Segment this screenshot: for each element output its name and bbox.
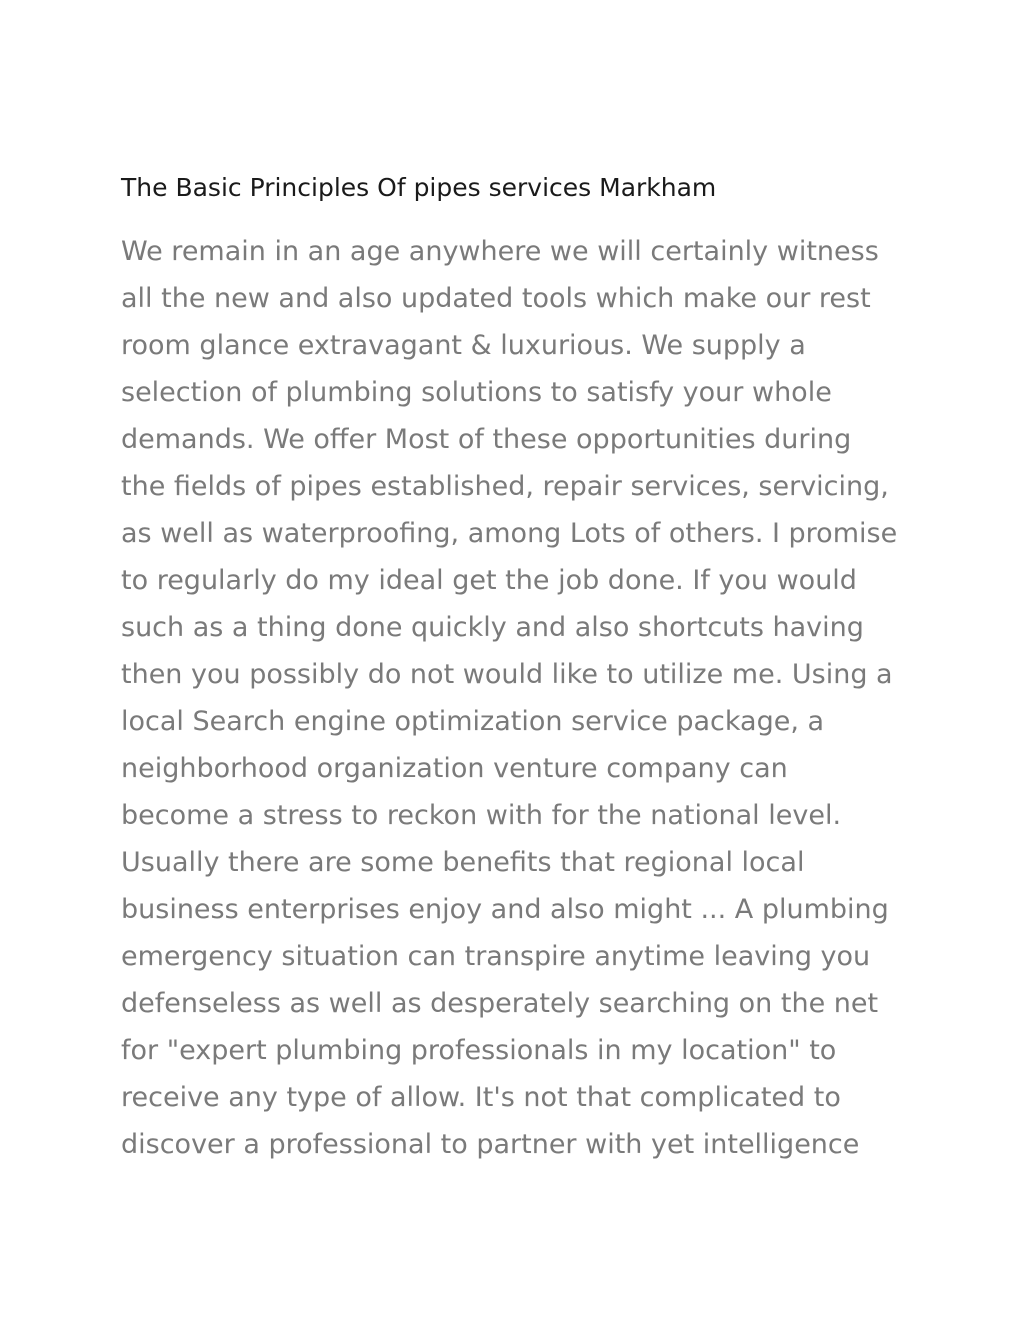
- body-text-line: local Search engine optimization service package, a: [121, 706, 825, 737]
- body-text-line: the fields of pipes established, repair services, servicing,: [121, 471, 889, 502]
- document-title: The Basic Principles Of pipes services Markham: [121, 173, 717, 202]
- body-text-line: then you possibly do not would like to utilize me. Using a: [121, 659, 893, 690]
- body-text-line: We remain in an age anywhere we will certainly witness: [121, 236, 879, 267]
- body-text-line: all the new and also updated tools which make our rest: [121, 283, 871, 314]
- document-body: [121, 228, 897, 1168]
- body-text-line: discover a professional to partner with yet intelligence: [121, 1129, 860, 1160]
- body-text-line: for "expert plumbing professionals in my location" to: [121, 1035, 837, 1066]
- body-text-line: business enterprises enjoy and also might ... A plumbing: [121, 894, 889, 925]
- body-text-line: to regularly do my ideal get the job done. If you would: [121, 565, 857, 596]
- body-text-line: such as a thing done quickly and also shortcuts having: [121, 612, 864, 643]
- body-text-line: room glance extravagant & luxurious. We supply a: [121, 330, 806, 361]
- body-text-line: Usually there are some benefits that regional local: [121, 847, 805, 878]
- body-text-line: selection of plumbing solutions to satisfy your whole: [121, 377, 832, 408]
- body-text-line: as well as waterproofing, among Lots of others. I promise: [121, 518, 898, 549]
- body-text-line: neighborhood organization venture company can: [121, 753, 788, 784]
- body-text-line: demands. We offer Most of these opportunities during: [121, 424, 852, 455]
- body-text-line: receive any type of allow. It's not that complicated to: [121, 1082, 841, 1113]
- body-text-line: defenseless as well as desperately searching on the net: [121, 988, 879, 1019]
- body-text-line: emergency situation can transpire anytime leaving you: [121, 941, 871, 972]
- body-text-line: become a stress to reckon with for the national level.: [121, 800, 842, 831]
